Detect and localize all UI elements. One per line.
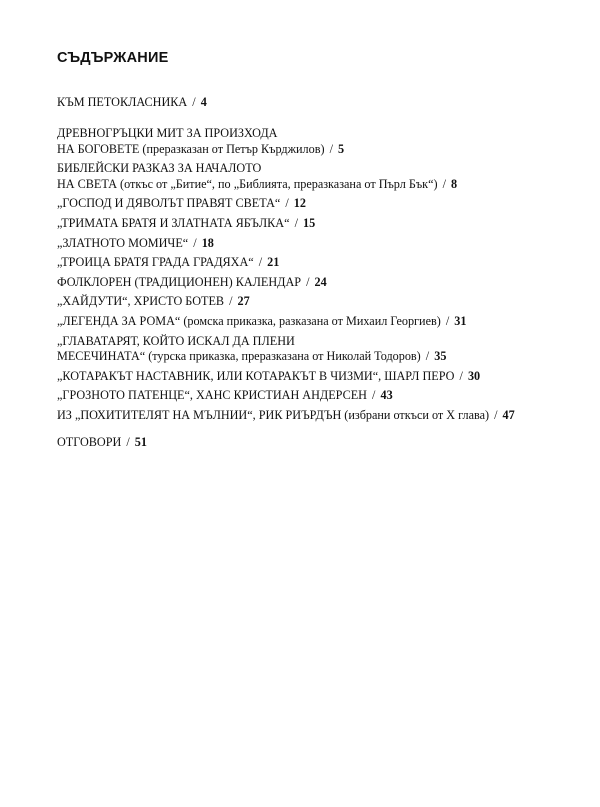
toc-entry-line [57, 126, 587, 141]
toc-page-number: 27 [237, 294, 250, 309]
toc-entry-title: „ХАЙДУТИ“, ХРИСТО БОТЕВ [57, 294, 225, 309]
toc-separator: / [439, 176, 450, 191]
toc-page-number: 12 [293, 196, 306, 211]
toc-page-number: 18 [201, 235, 214, 250]
toc-entry-title: МЕСЕЧИНАТА“ (турска приказка, преразказана от Николай Тодоров) [57, 348, 421, 363]
toc-entry [57, 388, 587, 403]
toc-page-number: 24 [314, 274, 327, 289]
toc-entry [57, 126, 587, 157]
toc-separator: / [123, 435, 133, 450]
toc-entry [57, 408, 587, 423]
toc-entry-line [57, 255, 587, 270]
toc-entry [57, 236, 587, 251]
toc-entry-title: ФОЛКЛОРЕН (ТРАДИЦИОНЕН) КАЛЕНДАР [57, 274, 302, 289]
toc-separator: / [442, 313, 453, 328]
toc-entry-title: „ЗЛАТНОТО МОМИЧЕ“ [57, 235, 189, 250]
toc-entry-title: БИБЛЕЙСКИ РАЗКАЗ ЗА НАЧАЛОТО [57, 161, 262, 176]
toc-entry-title: „ГЛАВАТАРЯТ, КОЙТО ИСКАЛ ДА ПЛЕНИ [57, 333, 295, 348]
toc-entry-title: „ТРОИЦА БРАТЯ ГРАДА ГРАДЯХА“ [57, 255, 254, 270]
toc-entry-line [57, 196, 587, 211]
toc-page-number: 43 [380, 388, 393, 403]
toc-entry-line [57, 177, 587, 192]
toc-page-number: 31 [454, 313, 467, 328]
toc-entry-title: ИЗ „ПОХИТИТЕЛЯТ НА МЪЛНИИ“, РИК РИЪРДЪН (избрани откъси от X глава) [57, 407, 490, 422]
toc-entry-line [57, 142, 587, 157]
toc-separator: / [189, 95, 199, 109]
toc-separator: / [226, 294, 236, 309]
toc-separator: / [456, 368, 466, 383]
toc-separator: / [326, 141, 337, 156]
toc-entry-line [57, 408, 587, 423]
toc-page-number: 51 [134, 435, 147, 450]
toc-entry-title: НА СВЕТА (откъс от „Битие“, по „Библията, преразказана от Пърл Бък“) [57, 176, 438, 191]
toc-entry [57, 369, 587, 384]
toc-separator: / [282, 196, 292, 211]
toc-entry [57, 255, 587, 270]
toc-page-number: 5 [338, 141, 345, 156]
toc-entry-line [57, 435, 587, 450]
toc-separator: / [368, 388, 379, 403]
toc-entry-line [57, 349, 587, 364]
toc-page-number: 8 [451, 176, 458, 191]
toc-entry [57, 294, 587, 309]
toc-entry-line [57, 161, 587, 176]
toc-separator: / [303, 274, 313, 289]
toc-entry [57, 196, 587, 211]
toc-page-number: 4 [200, 95, 207, 109]
toc-entry [57, 95, 587, 110]
toc-page-number: 47 [502, 407, 515, 422]
toc-entry-title: ОТГОВОРИ [57, 435, 122, 450]
toc-separator: / [291, 216, 301, 230]
toc-entry-line [57, 388, 587, 403]
toc-page-number: 15 [303, 216, 316, 230]
toc-entry-title: НА БОГОВЕТЕ (преразказан от Петър Кърджилов) [57, 141, 325, 156]
toc-entry-line [57, 216, 587, 231]
toc-entry-title: „ГРОЗНОТО ПАТЕНЦЕ“, ХАНС КРИСТИАН АНДЕРСЕН [57, 388, 367, 403]
toc-entry-line [57, 236, 587, 251]
toc-entry-line [57, 275, 587, 290]
toc-entry-line [57, 95, 587, 110]
toc-entry [57, 216, 587, 231]
toc-separator: / [422, 348, 433, 363]
toc-entry-title: КЪМ ПЕТОКЛАСНИКА [57, 95, 188, 109]
table-of-contents [57, 95, 587, 455]
toc-entry-title: „ЛЕГЕНДА ЗА РОМА“ (ромска приказка, разказана от Михаил Георгиев) [57, 313, 441, 328]
toc-entry [57, 275, 587, 290]
toc-page-number: 21 [267, 255, 280, 270]
toc-entry-line [57, 334, 587, 349]
toc-entry [57, 435, 587, 450]
toc-page-number: 35 [434, 348, 447, 363]
toc-entry-line [57, 294, 587, 309]
toc-entry-title: „КОТАРАКЪТ НАСТАВНИК, ИЛИ КОТАРАКЪТ В ЧИЗМИ“, ШАРЛ ПЕРО [57, 368, 455, 383]
toc-entry-title: „ГОСПОД И ДЯВОЛЪТ ПРАВЯТ СВЕТА“ [57, 196, 281, 211]
toc-separator: / [190, 235, 200, 250]
toc-entry-title: „ТРИМАТА БРАТЯ И ЗЛАТНАТА ЯБЪЛКА“ [57, 216, 290, 230]
toc-entry-line [57, 314, 587, 329]
toc-entry-title: ДРЕВНОГРЪЦКИ МИТ ЗА ПРОИЗХОДА [57, 126, 278, 141]
toc-separator: / [491, 407, 501, 422]
toc-entry-line [57, 369, 587, 384]
toc-entry [57, 334, 587, 365]
toc-entry [57, 161, 587, 192]
toc-separator: / [255, 255, 266, 270]
toc-entry [57, 314, 587, 329]
toc-page-number: 30 [467, 368, 481, 383]
page-title: СЪДЪРЖАНИЕ [57, 50, 169, 66]
